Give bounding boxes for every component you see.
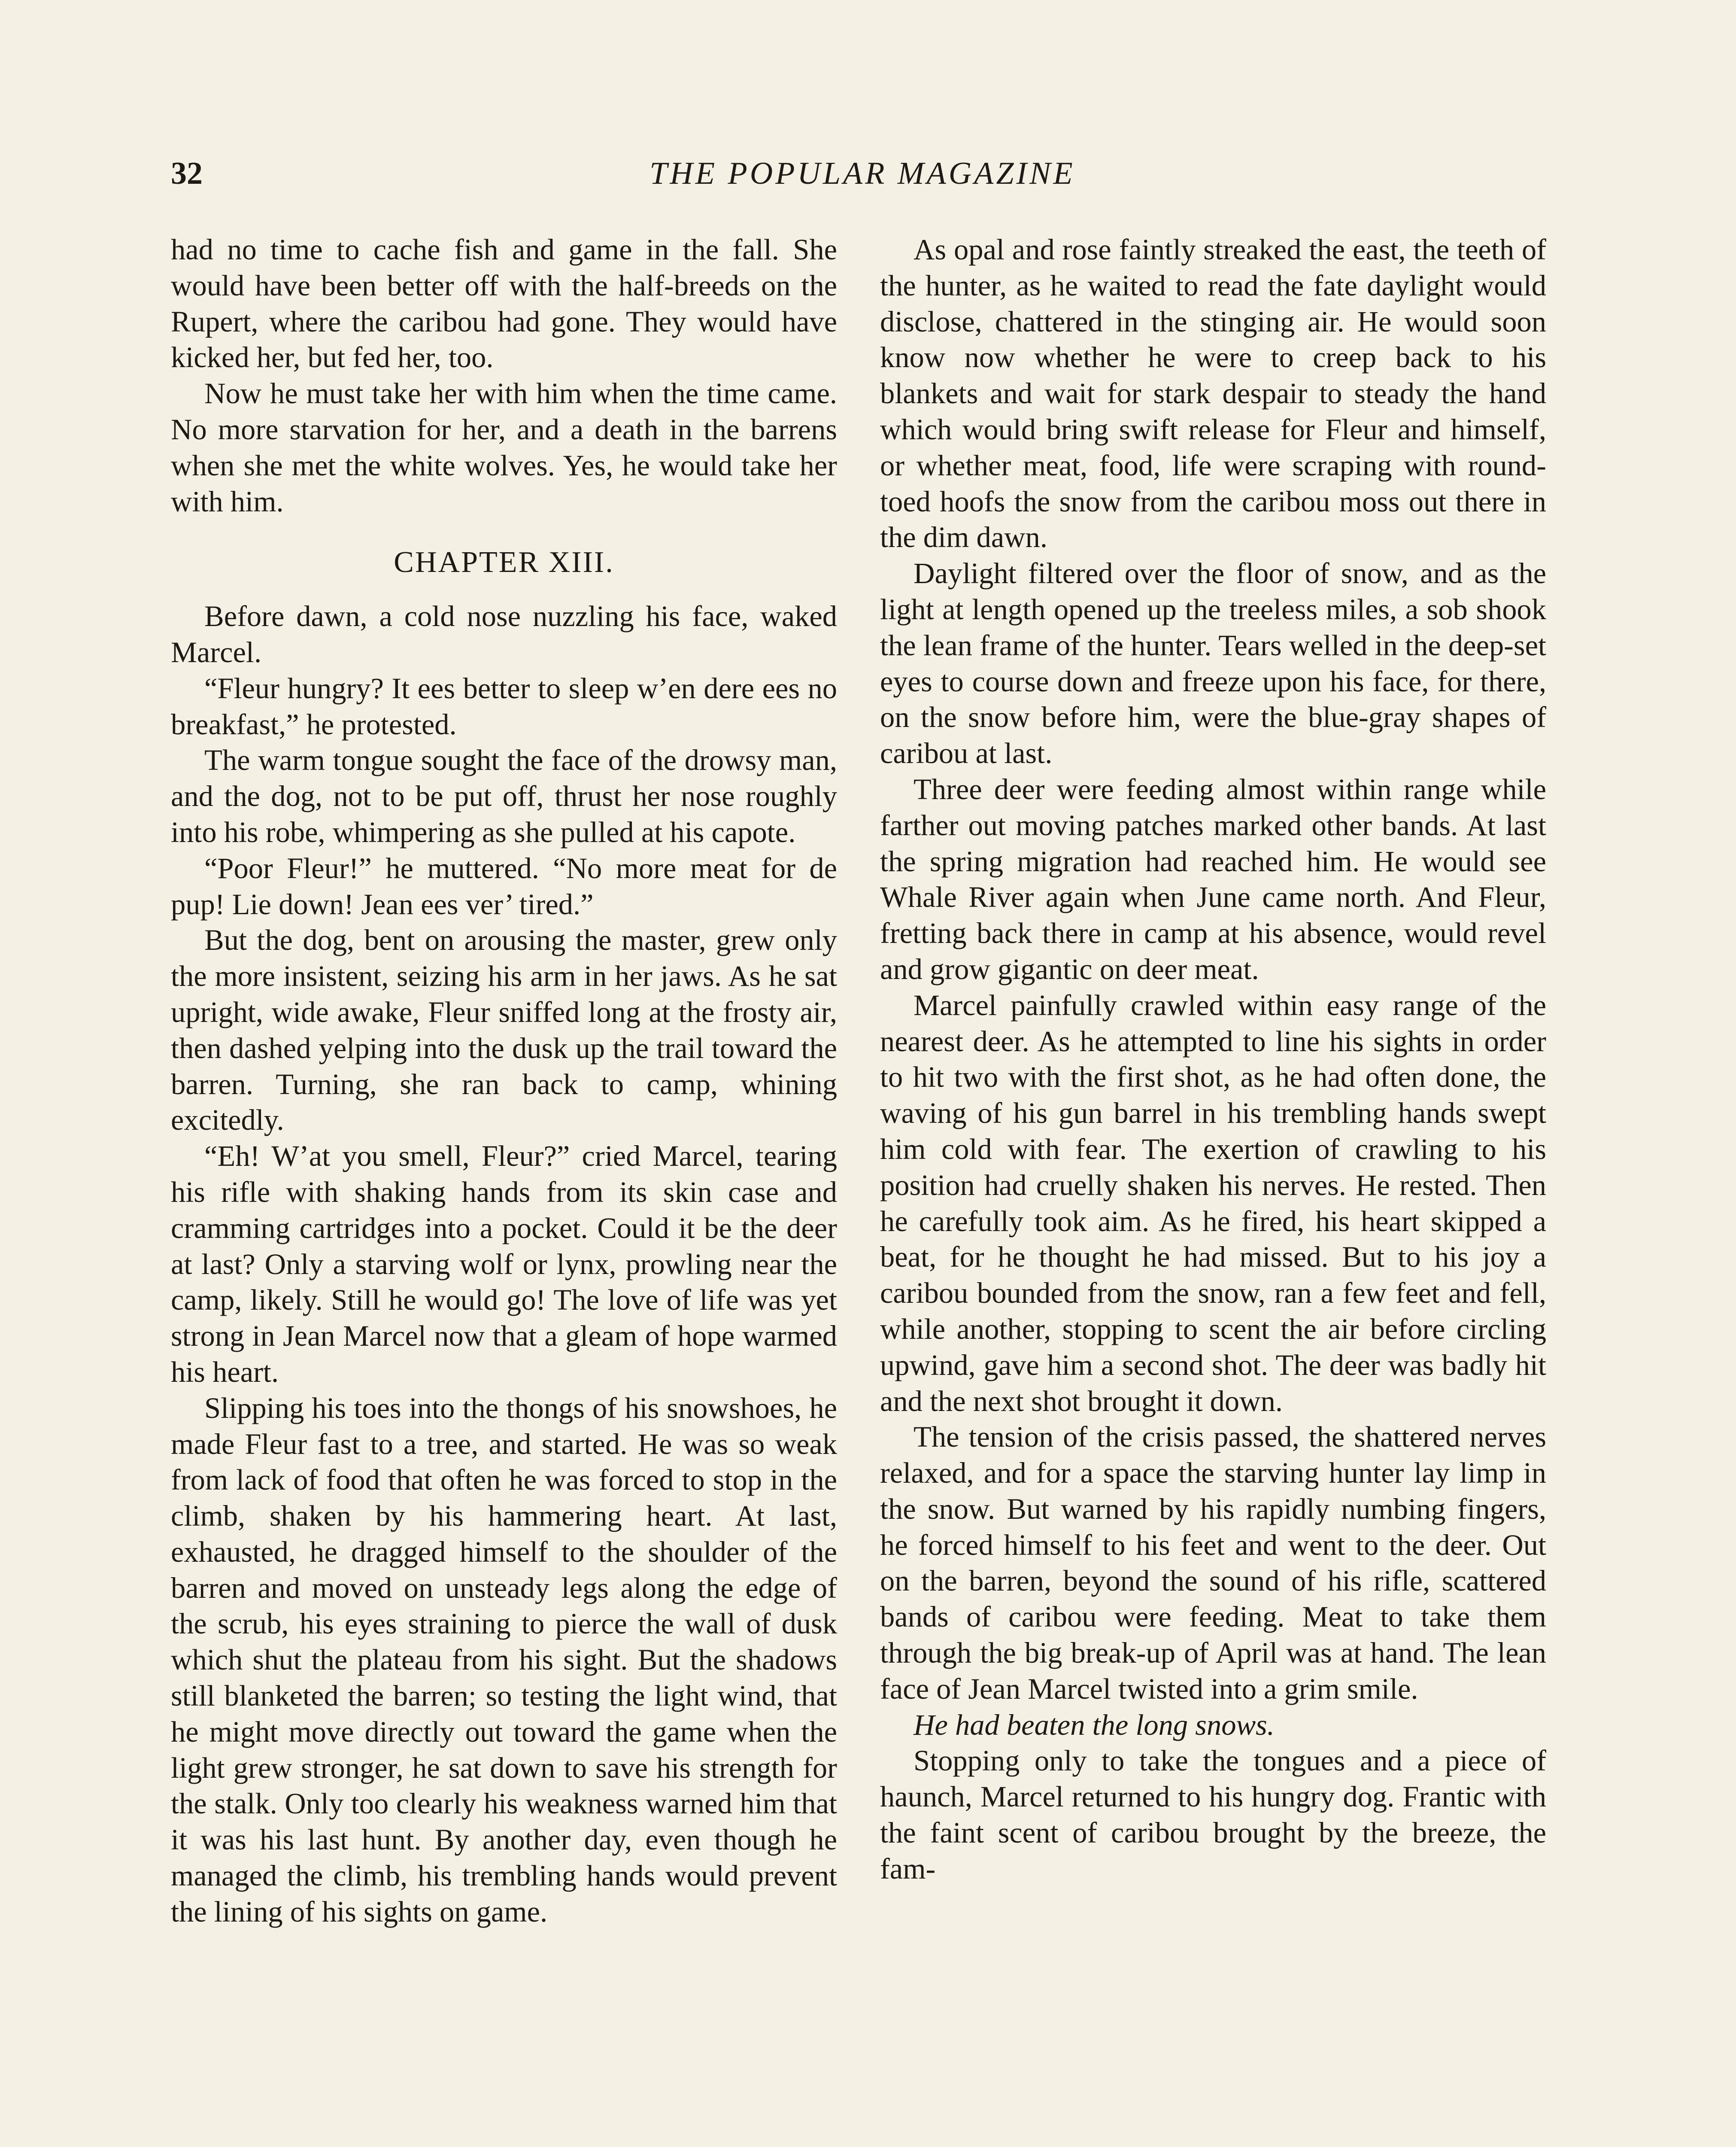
left-column [171,232,837,1930]
page-header [171,155,1554,198]
paragraph: “Eh! W’at you smell, Fleur?” cried Marcel, tearing his rifle with shaking hands from its skin case and cramming cartridges into a pocket. Could it be the deer at last? Only a starving wolf or lynx, prowling near the camp, likely. Still he would go! The love of life was yet strong in Jean Marcel now that a gleam of hope warmed his heart. [171,1140,837,1388]
right-column [880,232,1546,1887]
page-number: 32 [171,156,203,191]
paragraph: had no time to cache fish and game in the fall. She would have been better off with the half-breeds on the Rupert, where the caribou had gone. They would have kicked her, but fed her, too. [171,233,837,374]
paragraph: But the dog, bent on arousing the master, grew only the more insistent, seizing his arm in her jaws. As he sat upright, wide awake, Fleur sniffed long at the frosty air, then dashed yelping into the dusk up the trail toward the barren. Turning, she ran back to camp, whining excitedly. [171,924,837,1137]
paragraph: Slipping his toes into the thongs of his snowshoes, he made Fleur fast to a tree, and started. He was so weak from lack of food that often he was forced to stop in the climb, shaken by his hammering heart. At last, exhausted, he dragged himself to the shoulder of the barren and moved on unsteady legs along the edge of the scrub, his eyes straining to pierce the wall of dusk which shut the plateau from his sight. But the shadows still blanketed the barren; so testing the light wind, that he might move directly out toward the game when the light grew stronger, he sat down to save his strength for the stalk. Only too clearly his weakness warned him that it was his last hunt. By another day, even though he managed the climb, his trembling hands would prevent the lining of his sights on game. [171,1391,837,1928]
italic-paragraph: He had beaten the long snows. [914,1708,1275,1741]
paragraph: Before dawn, a cold nose nuzzling his face, waked Marcel. [171,600,837,669]
paragraph: As opal and rose faintly streaked the east, the teeth of the hunter, as he waited to read the fate daylight would disclose, chattered in the stinging air. He would soon know now whether he were to creep back to his blankets and wait for stark despair to steady the hand which would bring swift release for Fleur and himself, or whether meat, food, life were scraping with round-toed hoofs the snow from the caribou moss out there in the dim dawn. [880,233,1546,554]
paragraph: Now he must take her with him when the time came. No more starvation for her, and a death in the barrens when she met the white wolves. Yes, he would take her with him. [171,377,837,518]
paragraph: The warm tongue sought the face of the drowsy man, and the dog, not to be put off, thrust her nose roughly into his robe, whimpering as she pulled at his capote. [171,744,837,848]
paragraph: “Fleur hungry? It ees better to sleep w’en dere ees no breakfast,” he protested. [171,672,837,741]
paragraph: Stopping only to take the tongues and a piece of haunch, Marcel returned to his hungry dog. Frantic with the faint scent of caribou brought by the breeze, the fam- [880,1744,1546,1885]
magazine-title: THE POPULAR MAGAZINE [649,156,1075,191]
paragraph: Three deer were feeding almost within range while farther out moving patches marked other bands. At last the spring migration had reached him. He would see Whale River again when June came north. And Fleur, fretting back there in camp at his absence, would revel and grow gigantic on deer meat. [880,772,1546,985]
paragraph: “Poor Fleur!” he muttered. “No more meat for de pup! Lie down! Jean ees ver’ tired.” [171,852,837,921]
paragraph: The tension of the crisis passed, the shattered nerves relaxed, and for a space the starving hunter lay limp in the snow. But warned by his rapidly numbing fingers, he forced himself to his feet and went to the deer. Out on the barren, beyond the sound of his rifle, scattered bands of caribou were feeding. Meat to take them through the big break-up of April was at hand. The lean face of Jean Marcel twisted into a grim smile. [880,1420,1546,1705]
chapter-heading: CHAPTER XIII. [394,546,614,579]
paragraph: Daylight filtered over the floor of snow, and as the light at length opened up the treeless miles, a sob shook the lean frame of the hunter. Tears welled in the deep-set eyes to course down and freeze upon his face, for there, on the snow before him, were the blue-gray shapes of caribou at last. [880,557,1546,770]
paragraph: Marcel painfully crawled within easy range of the nearest deer. As he attempted to line his sights in order to hit two with the first shot, as he had often done, the waving of his gun barrel in his trembling hands swept him cold with fear. The exertion of crawling to his position had cruelly shaken his nerves. He rested. Then he carefully took aim. As he fired, his heart skipped a beat, for he thought he had missed. But to his joy a caribou bounded from the snow, ran a few feet and fell, while another, stopping to scent the air before circling upwind, gave him a second shot. The deer was badly hit and the next shot brought it down. [880,988,1546,1417]
